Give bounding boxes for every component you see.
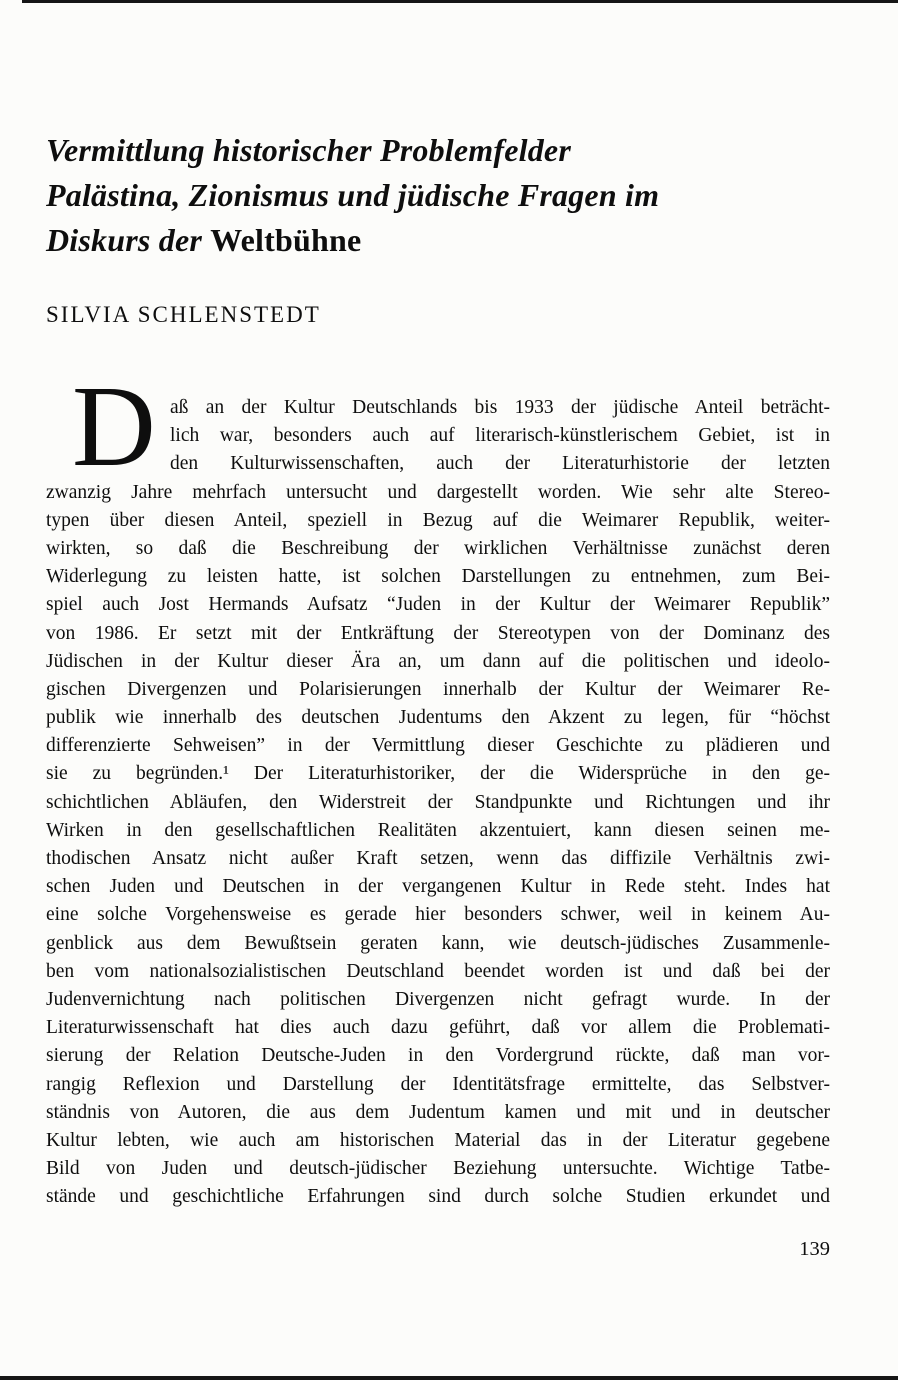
body-line: gischen Divergenzen und Polarisierungen innerhalb der Kultur der Weimarer Re- (46, 678, 830, 700)
body-line: Kultur lebten, wie auch am historischen Material das in der Literatur gegebene (46, 1129, 830, 1151)
scan-artifact-top-edge (22, 0, 898, 3)
body-line: Judenvernichtung nach politischen Divergenzen nicht gefragt wurde. In der (46, 988, 830, 1010)
author-name: SILVIA SCHLENSTEDT (46, 302, 321, 327)
body-line: genblick aus dem Bewußtsein geraten kann, wie deutsch-jüdisches Zusammenle- (46, 932, 830, 954)
body-line: schen Juden und Deutschen in der vergangenen Kultur in Rede steht. Indes hat (46, 876, 830, 898)
journal-name: Weltbühne (210, 222, 362, 258)
body-line: aß an der Kultur Deutschlands bis 1933 der jüdische Anteil beträcht- (170, 397, 830, 418)
article-title (46, 128, 846, 263)
article-body (46, 363, 830, 1211)
drop-cap: D (72, 363, 156, 491)
body-line: zwanzig Jahre mehrfach untersucht und dargestellt worden. Wie sehr alte Stereo- (46, 481, 830, 503)
title-line-1: Vermittlung historischer Problemfelder (46, 132, 571, 168)
body-line: den Kulturwissenschaften, auch der Literaturhistorie der letzten (170, 453, 830, 475)
body-line: Jüdischen in der Kultur dieser Ära an, um dann auf die politischen und ideolo- (46, 650, 830, 672)
body-line: typen über diesen Anteil, speziell in Bezug auf die Weimarer Republik, weiter- (46, 509, 830, 531)
body-line: Bild von Juden und deutsch-jüdischer Beziehung untersuchte. Wichtige Tatbe- (46, 1158, 830, 1180)
body-line: ben vom nationalsozialistischen Deutschland beendet worden ist und daß bei der (46, 960, 830, 982)
title-line-2: Palästina, Zionismus und jüdische Fragen im (46, 177, 660, 213)
body-line: stände und geschichtliche Erfahrungen sind durch solche Studien erkundet und (46, 1186, 830, 1208)
body-line: schichtlichen Abläufen, den Widerstreit der Standpunkte und Richtungen und ihr (46, 791, 830, 813)
scan-artifact-bottom-edge (0, 1376, 898, 1380)
body-line: Widerlegung zu leisten hatte, ist solchen Darstellungen zu entnehmen, zum Bei- (46, 566, 830, 588)
body-line: thodischen Ansatz nicht außer Kraft setzen, wenn das diffizile Verhältnis zwi- (46, 848, 830, 869)
body-line: Literaturwissenschaft hat dies auch dazu geführt, daß vor allem die Problemati- (46, 1017, 830, 1039)
body-line: differenzierte Sehweisen” in der Vermittlung dieser Geschichte zu plädieren und (46, 735, 830, 757)
body-line: lich war, besonders auch auf literarisch-künstlerischem Gebiet, ist in (170, 425, 830, 447)
page-number: 139 (799, 1238, 830, 1260)
title-line-3-italic: Diskurs der (46, 222, 211, 258)
body-line: eine solche Vorgehensweise es gerade hier besonders schwer, weil in keinem Au- (46, 904, 830, 926)
body-line: Wirken in den gesellschaftlichen Realitäten akzentuiert, kann diesen seinen me- (46, 819, 830, 841)
body-line: spiel auch Jost Hermands Aufsatz “Juden in der Kultur der Weimarer Republik” (46, 594, 830, 616)
title-line-3 (46, 218, 846, 263)
body-line: ständnis von Autoren, die aus dem Judentum kamen und mit und in deutscher (46, 1101, 830, 1123)
body-line: sie zu begründen.¹ Der Literaturhistoriker, der die Widersprüche in den ge- (46, 763, 830, 785)
body-line: rangig Reflexion und Darstellung der Identitätsfrage ermittelte, das Selbstver- (46, 1073, 830, 1095)
body-line: wirkten, so daß die Beschreibung der wirklichen Verhältnisse zunächst deren (46, 537, 830, 559)
body-line: von 1986. Er setzt mit der Entkräftung der Stereotypen von der Dominanz des (46, 622, 830, 644)
body-line: publik wie innerhalb des deutschen Judentums den Akzent zu legen, für “höchst (46, 707, 830, 729)
body-line: sierung der Relation Deutsche-Juden in den Vordergrund rückte, daß man vor- (46, 1045, 830, 1067)
